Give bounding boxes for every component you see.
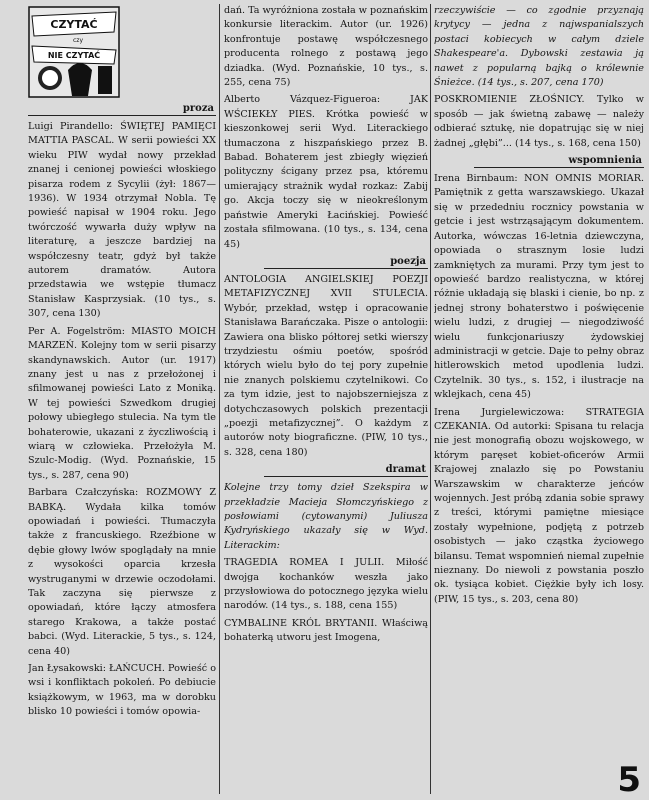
col1-entries: [28, 120, 216, 720]
book-entry: Barbara Czałczyńska: ROZMOWY Z BABKĄ. Wydała kilka tomów opowiadań i powieści. Tłumaczyła także z francuskiego. Rzeźbione w dębie głowy lwów spoglądały na mnie z wysokości oparcia krzesła wystruganymi w drzewie oczodołami. Tak zaczyna się pierwsze z opowiadań, które łączy atmosfera starego Krakowa, a także postać babci. (Wyd. Literackie, 5 tys., s. 124, cena 40): [28, 487, 216, 657]
book-entry: Luigi Pirandello: ŚWIĘTEJ PAMIĘCI MATTIA PASCAL. W serii powieści XX wieku PIW wydał nowy przekład znanej i cenionej powieści włoskiego pisarza rodem z Sycylii (żył: 1867—1936). W 1934 otrzymał Nobla. Tę powieść napisał w 1904 roku. Jego twórczość wywarła duży wpływ na literaturę, a jeszcze bardziej na współczesny teatr, gdyż był także autorem dramatów. Autora przedstawia we wstępie tłumacz Stanisław Kasprzysiak. (10 tys., s. 307, cena 130): [28, 121, 216, 320]
section-heading-dramat: dramat: [264, 463, 428, 477]
book-entry: POSKROMIENIE ZŁOŚNICY. Tylko w sposób — jak świetną zabawę — należy odbierać sztukę, nie dopatrując się w niej żadnej „głębi”... (14 tys., s. 168, cena 150): [434, 94, 644, 149]
column-3: [434, 0, 644, 800]
book-entry: Jan Łysakowski: ŁAŃCUCH. Powieść o wsi i konfliktach pokoleń. Po debiucie książkowym, w 1963, ma w dorobku blisko 10 powieści i tomów opowia-: [28, 663, 216, 718]
logo-line-1: CZYTAĆ: [50, 18, 98, 31]
book-entry: Kolejne trzy tomy dzieł Szekspira w przekładzie Macieja Słomczyńskiego z posłowiami (cytowanymi) Juliusza Kydryńskiego ukazały się w Wyd. Literackim:: [224, 482, 428, 551]
column-rule: [430, 4, 431, 794]
book-entry: Alberto Vázquez-Figueroa: JAK WŚCIEKŁY PIES. Krótka powieść w kieszonkowej serii Wyd. Literackiego tłumaczona z hiszpańskiego przez B. Babad. Bohaterem jest zbiegły więzień polityczny ścigany przez psa, któremu umierający strażnik wydał rozkaz: Zabij go. Akcja toczy się w nieokreślonym państwie Ameryki Łacińskiej. Powieść została sfilmowana. (10 tys., s. 134, cena 45): [224, 94, 428, 250]
page-number: 5: [617, 760, 641, 800]
column-rule: [219, 4, 220, 794]
continued-text: dań. Ta wyróżniona została w poznańskim konkursie literackim. Autor (ur. 1926) konfrontuje postawę współczesnego producenta rolnego z postawą jego dziadka. (Wyd. Poznańskie, 10 tys., s. 255, cena 75): [224, 5, 428, 89]
book-entry: Per A. Fogelström: MIASTO MOICH MARZEŃ. Kolejny tom w serii pisarzy skandynawskich. Autor (ur. 1917) znany jest u nas z przełożonej i sfilmowanej powieści Lato z Moniką. W tej powieści Szwedkom drugiej połowy ubiegłego stulecia. Na tym tle bohaterowie, ukazani z życzliwością i wiarą w człowieka. Przełożyła M. Szulc-Modig. (Wyd. Poznańskie, 15 tys., s. 287, cena 90): [28, 325, 216, 481]
book-entry: CYMBALINE KRÓL BRYTANII. Właściwą bohaterką utworu jest Imogena,: [224, 617, 428, 644]
section-heading-poezja: poezja: [264, 255, 428, 269]
continued-text: rzeczywiście — co zgodnie przyznają krytycy — jedna z najwspanialszych postaci kobiecych w całym dziele Shakespeare'a. Dybowski zestawia ją nawet z popularną bajką o królewnie Śnieżce. (14 tys., s. 207, cena 170): [434, 5, 644, 89]
section-heading-proza: proza: [28, 102, 216, 116]
logo-line-3: NIE CZYTAĆ: [47, 51, 101, 60]
czytac-czy-nie-czytac-logo: [28, 6, 120, 98]
column-1: [28, 0, 216, 800]
book-entry: Irena Jurgielewiczowa: STRATEGIA CZEKANIA. Od autorki: Spisana tu relacja nie jest monografią obozu wojskowego, w którym paręset kobiet-oficerów Armii Krajowej znalazło się po Powstaniu Warszawskim w charakterze jeńców wojennych. Jest próbą zdania sobie sprawy z treści, którymi pamiętne miesiące zostały wypełnione, podjętą z potrzeb osobistych — jako cząstka życiowego bilansu. Temat wspomnień niemal zupełnie nieznany. Do niewoli z powstania poszło ok. tysiąca kobiet. Ciężkie były ich losy. (PIW, 15 tys., s. 203, cena 80): [434, 406, 644, 605]
logo-line-2: czy: [73, 37, 83, 44]
section-heading-wspomnienia: wspomnienia: [474, 154, 644, 168]
column-2: [224, 0, 428, 800]
book-entry: Irena Birnbaum: NON OMNIS MORIAR. Pamiętnik z getta warszawskiego. Ukazał się w przededniu rocznicy powstania w getcie i jest wstrząsającym dokumentem. Autorka, wówczas 16-letnia dziewczyna, opowiada o strasznym losie ludzi zamkniętych za murami. Przy tym jest to opowieść bardzo realistyczna, w której różnie układają się blaski i cienie, bo np. z jednej strony bohaterstwo i poświęcenie wielu ludzi, z drugiej — niegodziwość wielu funkcjonariuszy żydowskiej administracji w getcie. Daje to pełny obraz hitlerowskich metod upodlenia ludzi. Czytelnik. 30 tys., s. 152, i ilustracje na wklejkach, cena 45): [434, 173, 644, 401]
book-entry: ANTOLOGIA ANGIELSKIEJ POEZJI METAFIZYCZNEJ XVII STULECIA. Wybór, przekład, wstęp i opracowanie Stanisława Barańczaka. Pisze o antologii: Zawiera ona blisko półtorej setki wierszy trzydziestu ośmiu poetów, spośród których wielu było do tej pory zupełnie nie znanych polskiemu czytelnikowi. Co za tym idzie, jest to najobszerniejsza z dotychczasowych polskich prezentacji „poezji metafizycznej”. O każdym z autorów noty biograficzne. (PIW, 10 tys., s. 328, cena 180): [224, 273, 428, 458]
book-entry: TRAGEDIA ROMEA I JULII. Miłość dwojga kochanków weszła jako przysłowiowa do potocznego języka wielu narodów. (14 tys., s. 188, cena 155): [224, 557, 428, 612]
